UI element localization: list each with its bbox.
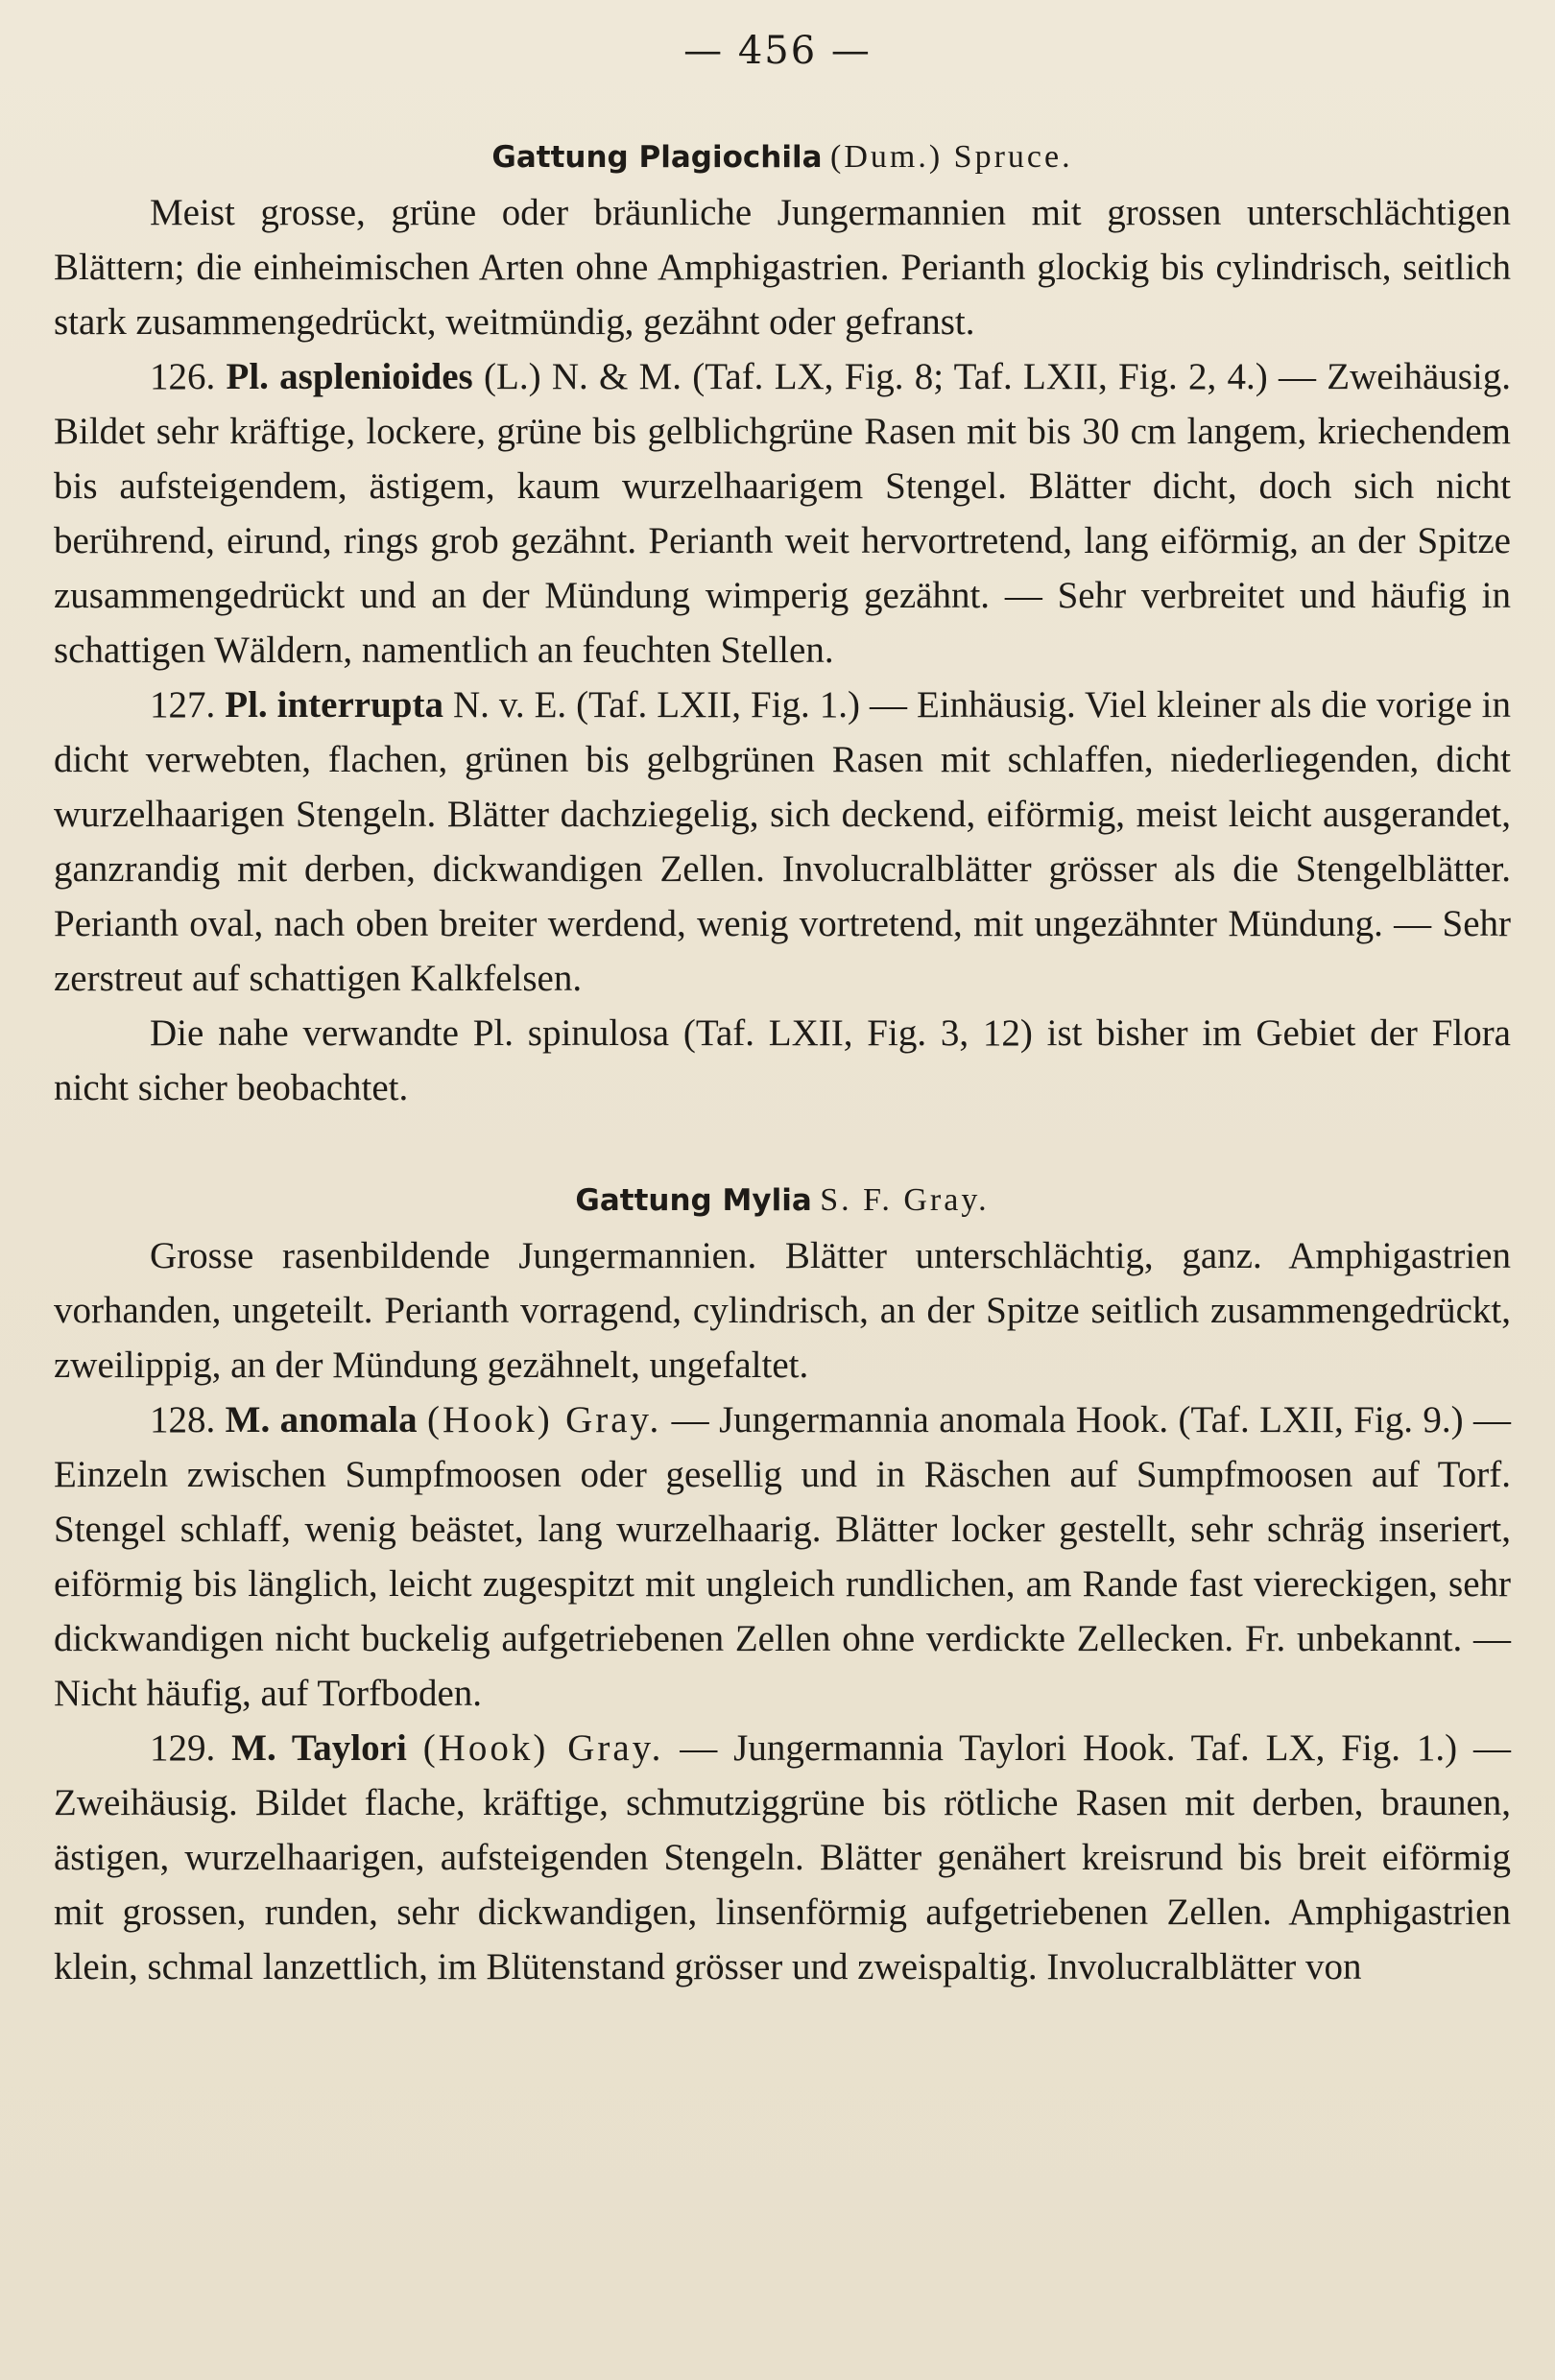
species-entry <box>54 678 1511 1006</box>
genus-heading <box>54 130 1511 185</box>
page-content <box>54 130 1511 1994</box>
species-description: (Taf. LX, Fig. 8; Taf. LXII, Fig. 2, 4.) — Zweihäusig. Bildet sehr kräftige, lockere, grüne bis gelblichgrüne Rasen mit bis 30 cm langem, kriechendem bis aufsteigendem, ästigem, kaum wurzelhaarigem Stengel. Blätter dicht, doch sich nicht berührend, eirund, rings grob gezähnt. Perianth weit hervortretend, lang eiförmig, an der Spitze zusammengedrückt und an der Mündung wimperig gezähnt. — Sehr verbreitet und häufig in schattigen Wäldern, namentlich an feuchten Stellen. <box>54 356 1512 671</box>
species-name: M. Taylori <box>231 1727 407 1769</box>
species-author: (Hook) Gray. <box>427 1399 662 1440</box>
species-description: — Jungermannia anomala Hook. (Taf. LXII, Fig. 9.) — Einzeln zwischen Sumpfmoosen oder gesellig und in Räschen auf Sumpfmoosen auf Torf. Stengel schlaff, wenig beästet, lang wurzelhaarig. Blätter locker gestellt, sehr schräg inseriert, eiförmig bis länglich, leicht zugespitzt mit ungleich rundlichen, am Rande fast viereckigen, sehr dickwandigen nicht buckelig aufgetriebenen Zellen ohne verdickte Zellecken. Fr. unbekannt. — Nicht häufig, auf Torfboden. <box>54 1399 1512 1714</box>
genus-author: (Dum.) Spruce. <box>830 139 1073 175</box>
genus-name: Gattung Mylia <box>575 1183 812 1218</box>
section-gap <box>54 1115 1511 1173</box>
species-description: — Jungermannia Taylori Hook. Taf. LX, Fig. 1.) — Zweihäusig. Bildet flache, kräftige, schmutziggrüne bis rötliche Rasen mit derben, braunen, ästigen, wurzelhaarigen, aufsteigenden Stengeln. Blätter genähert kreisrund bis breit eiförmig mit grossen, runden, sehr dickwandigen, linsenförmig aufgetriebenen Zellen. Amphigastrien klein, schmal lanzettlich, im Blütenstand grösser und zweispaltig. Involucralblätter von <box>54 1727 1512 1987</box>
genus-author: S. F. Gray. <box>820 1182 990 1218</box>
species-number: 126. <box>150 356 216 397</box>
species-description: (Taf. LXII, Fig. 1.) — Einhäusig. Viel kleiner als die vorige in dicht verwebten, flachen, grünen bis gelbgrünen Rasen mit schlaffen, niederliegenden, dicht wurzelhaarigen Stengeln. Blätter dachziegelig, sich deckend, eiförmig, meist leicht ausgerandet, ganzrandig mit derben, dickwandigen Zellen. Involucralblätter grösser als die Stengelblätter. Perianth oval, nach oben breiter werdend, wenig vortretend, mit ungezähnter Mündung. — Sehr zerstreut auf schattigen Kalkfelsen. <box>54 684 1512 999</box>
species-entry <box>54 1392 1511 1721</box>
species-name: Pl. asplenioides <box>226 356 473 397</box>
species-name: Pl. interrupta <box>225 684 443 726</box>
genus-description: Meist grosse, grüne oder bräunliche Jungermannien mit grossen unterschlächtigen Blättern; die einheimischen Arten ohne Amphigastrien. Perianth glockig bis cylindrisch, seitlich stark zusammengedrückt, weitmündig, gezähnt oder gefranst. <box>54 192 1511 343</box>
species-entry <box>54 1721 1511 1994</box>
species-author: (L.) N. & M. <box>484 356 682 397</box>
genus-section-plagiochila <box>54 130 1511 1115</box>
species-name: M. anomala <box>225 1399 418 1440</box>
species-entry <box>54 349 1511 678</box>
species-author: N. v. E. <box>452 684 567 726</box>
species-number: 129. <box>150 1727 216 1769</box>
genus-section-mylia <box>54 1173 1511 1994</box>
species-number: 127. <box>150 684 216 726</box>
page-number: — 456 — <box>683 29 872 73</box>
genus-heading <box>54 1173 1511 1228</box>
species-number: 128. <box>150 1399 216 1440</box>
genus-description: Grosse rasenbildende Jungermannien. Blätter unterschlächtig, ganz. Amphigastrien vorhanden, ungeteilt. Perianth vorragend, cylindrisch, an der Spitze seitlich zusammengedrückt, zweilippig, an der Mündung gezähnelt, ungefaltet. <box>54 1235 1511 1386</box>
species-author: (Hook) Gray. <box>422 1727 664 1769</box>
genus-name: Gattung Plagiochila <box>491 140 823 175</box>
genus-note: Die nahe verwandte Pl. spinulosa (Taf. LXII, Fig. 3, 12) ist bisher im Gebiet der Flora nicht sicher beobachtet. <box>54 1012 1511 1108</box>
